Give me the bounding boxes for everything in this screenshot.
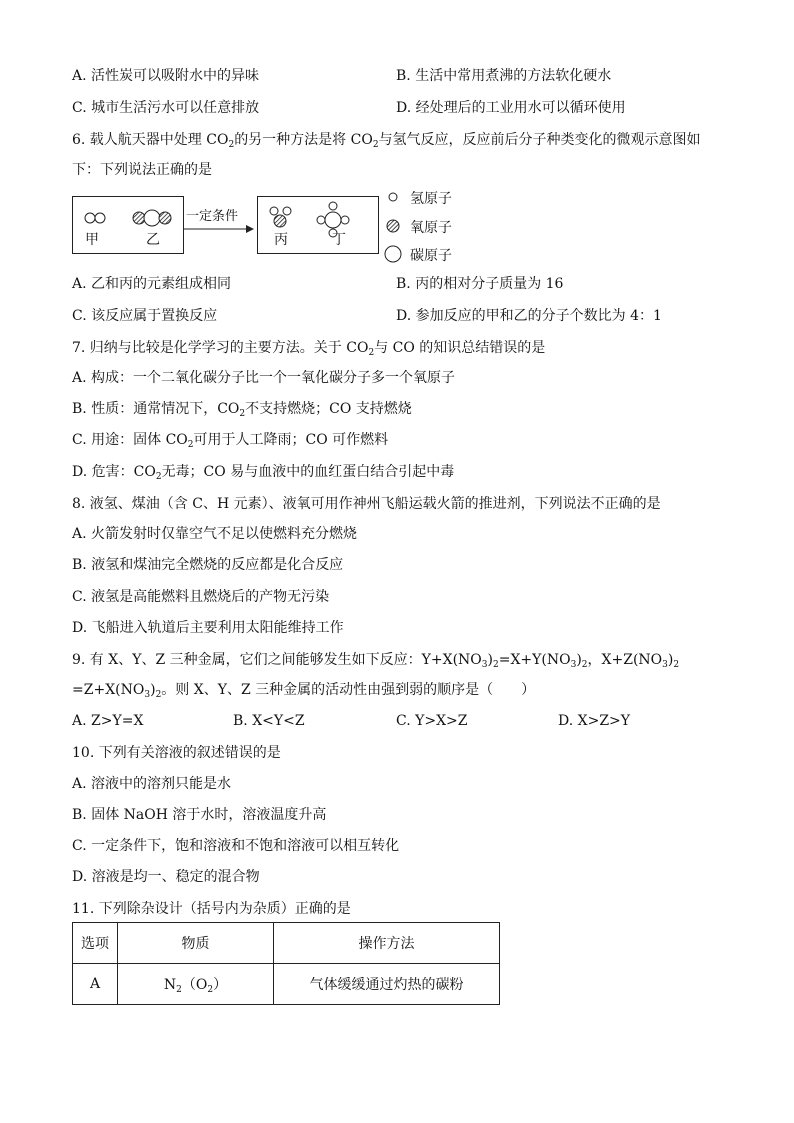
oxygen-atom-icon (274, 215, 286, 227)
q8-option-c: C. 液氢是高能燃料且燃烧后的产物无污染 (72, 589, 330, 605)
q10-option-b: B. 固体 NaOH 溶于水时，溶液温度升高 (72, 807, 327, 823)
q6-option-b: B. 丙的相对分子质量为 16 (396, 276, 564, 292)
q7-stem: 7. 归纳与比较是化学学习的主要方法。关于 $CO_2$与 CO 的知识总结错误的是 (72, 340, 546, 358)
table-header-row (73, 923, 500, 964)
legend-oxygen: 氧原子 (410, 220, 452, 236)
q9-option-d: D. X>Z>Y (558, 713, 631, 729)
reaction-diagram (72, 186, 792, 266)
hydrogen-atom-icon (317, 216, 325, 224)
q7-option-d: D. 危害：$CO_2$无毒；CO 易与血液中的血红蛋白结合引起中毒 (72, 464, 455, 482)
q8-option-a: A. 火箭发射时仅靠空气不足以使燃料充分燃烧 (72, 526, 358, 542)
hydrogen-legend-icon (389, 193, 397, 201)
header-option: 选项 (73, 923, 118, 964)
table-row (73, 964, 500, 1005)
q5-option-c: C. 城市生活污水可以任意排放 (72, 100, 260, 116)
row-a-substance: $N_2(O_2)$ (118, 964, 274, 1005)
q9-option-a: A. Z>Y=X (72, 713, 144, 729)
q5-option-a: A. 活性炭可以吸附水中的异味 (72, 68, 260, 84)
q6-option-d: D. 参加反应的甲和乙的分子个数比为 4：1 (396, 308, 662, 324)
q7-option-c: C. 用途：固体 $CO_2$可用于人工降雨；CO 可作燃料 (72, 432, 389, 450)
row-a-method: 气体缓缓通过灼热的碳粉 (274, 964, 500, 1005)
q8-option-d: D. 飞船进入轨道后主要利用太阳能维持工作 (72, 620, 344, 636)
q10-option-c: C. 一定条件下，饱和溶液和不饱和溶液可以相互转化 (72, 838, 400, 854)
hydrogen-atom-icon (329, 202, 337, 210)
label-bing: 丙 (274, 232, 288, 248)
q11-table (72, 922, 500, 1005)
hydrogen-atom-icon (270, 207, 278, 215)
q5-option-d: D. 经处理后的工业用水可以循环使用 (396, 100, 626, 116)
carbon-atom-icon (144, 210, 160, 226)
label-yi: 乙 (146, 232, 160, 248)
q8-option-b: B. 液氢和煤油完全燃烧的反应都是化合反应 (72, 557, 344, 573)
products-box (257, 196, 379, 254)
q6-stem-line2: 下：下列说法正确的是 (72, 162, 212, 178)
oxygen-atom-icon (159, 212, 171, 224)
carbon-atom-icon (325, 212, 341, 228)
oxygen-atom-icon (133, 212, 145, 224)
q5-option-b: B. 生活中常用煮沸的方法软化硬水 (396, 68, 612, 84)
header-method: 操作方法 (274, 923, 500, 964)
hydrogen-atom-icon (283, 207, 291, 215)
oxygen-legend-icon (387, 220, 399, 232)
q11-stem: 11. 下列除杂设计（括号内为杂质）正确的是 (72, 901, 351, 917)
legend-carbon: 碳原子 (410, 248, 452, 264)
reaction-arrow-icon (184, 224, 254, 234)
hydrogen-atom-icon (85, 213, 95, 223)
hydrogen-atom-icon (95, 213, 105, 223)
row-a-option: A (73, 964, 118, 1005)
q8-stem: 8. 液氢、煤油（含 C、H 元素）、液氧可用作神州飞船运载火箭的推进剂，下列说法不正确的是 (72, 496, 661, 512)
label-jia: 甲 (85, 232, 99, 248)
q10-option-a: A. 溶液中的溶剂只能是水 (72, 776, 232, 792)
q10-stem: 10. 下列有关溶液的叙述错误的是 (72, 745, 281, 761)
q6-option-a: A. 乙和丙的元素组成相同 (72, 276, 232, 292)
header-substance: 物质 (118, 923, 274, 964)
legend-icons (381, 186, 405, 266)
q9-stem-line1: 9. 有 X、Y、Z 三种金属，它们之间能够发生如下反应：$Y+X(NO_3)_2=X+Y(NO_3)_2$，$X+Z(NO_3)_2$ (72, 652, 680, 670)
hydrogen-atom-icon (341, 216, 349, 224)
legend-hydrogen: 氢原子 (410, 191, 452, 207)
q7-option-a: A. 构成：一个二氧化碳分子比一个一氧化碳分子多一个氧原子 (72, 370, 456, 386)
reaction-condition: 一定条件 (186, 209, 239, 224)
q9-option-c: C. Y>X>Z (396, 713, 468, 729)
q9-stem-line2: $=Z+X(NO_3)_2$。则 X、Y、Z 三种金属的活动性由强到弱的顺序是（ ） (72, 682, 536, 700)
q7-option-b: B. 性质：通常情况下，$CO_2$不支持燃烧；CO 支持燃烧 (72, 401, 412, 419)
q6-option-c: C. 该反应属于置换反应 (72, 308, 218, 324)
carbon-legend-icon (385, 246, 401, 262)
q9-option-b: B. X<Y<Z (233, 713, 305, 729)
q10-option-d: D. 溶液是均一、稳定的混合物 (72, 869, 260, 885)
reactants-box (72, 196, 184, 254)
q6-stem-line1: 6. 载人航天器中处理 $CO_2$的另一种方法是将 $CO_2$与氢气反应，反应前后分子种类变化的微观示意图如 (72, 132, 701, 150)
label-ding: 丁 (332, 232, 346, 248)
